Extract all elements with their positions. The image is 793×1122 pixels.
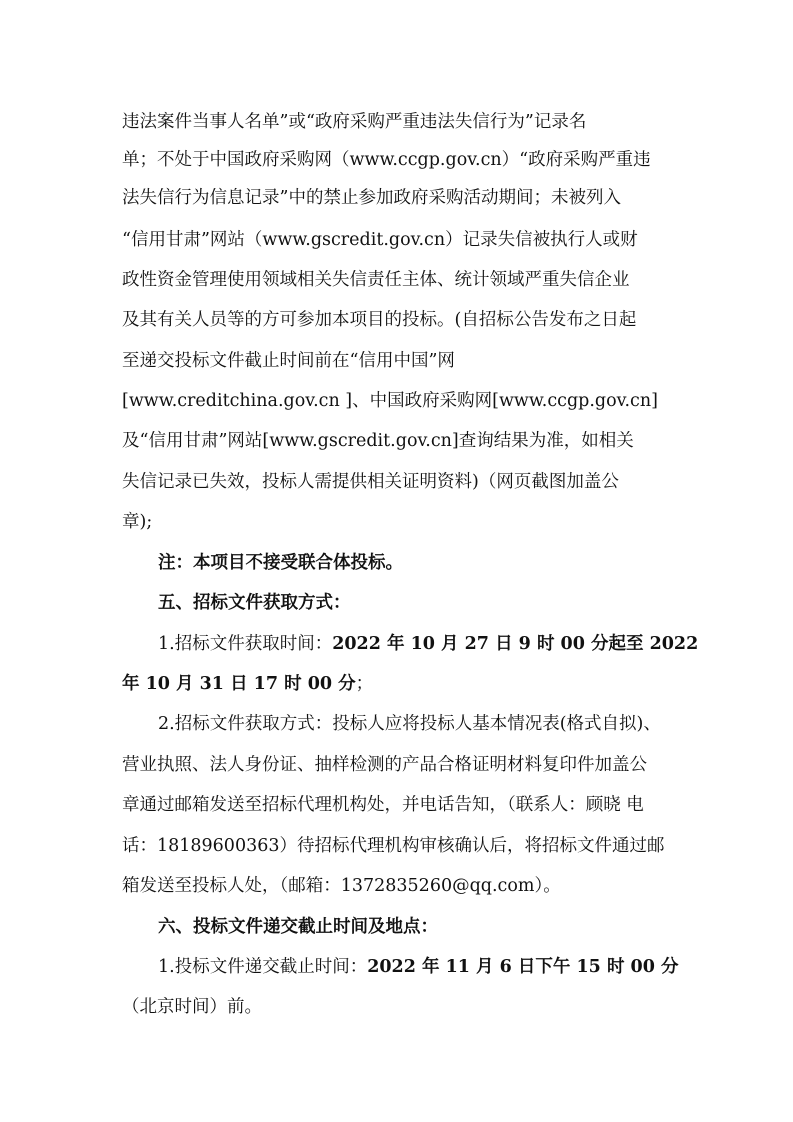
get-time-line (158, 632, 698, 656)
deadline-line (158, 955, 678, 979)
get-method-line: 2.招标文件获取方式：投标人应将投标人基本情况表(格式自拟)、 (158, 714, 661, 734)
get-method-line: 营业执照、法人身份证、抽样检测的产品合格证明材料复印件加盖公 (122, 755, 647, 775)
paragraph-line: 及“信用甘肃”网站[www.gscredit.gov.cn]查询结果为准，如相关 (122, 431, 634, 451)
paragraph-line: 章); (122, 512, 153, 532)
get-time-value: 2022 年 10 月 27 日 9 时 00 分起至 2022 (332, 634, 699, 654)
get-time-end: 年 10 月 31 日 17 时 00 分 (122, 674, 356, 694)
deadline-value: 2022 年 11 月 6 日下午 15 时 00 分 (367, 957, 679, 977)
get-time-label: 1.招标文件获取时间： (158, 634, 333, 654)
paragraph-line: 及其有关人员等的方可参加本项目的投标。(自招标公告发布之日起 (122, 310, 637, 330)
section-heading-6: 六、投标文件递交截止时间及地点： (158, 917, 438, 937)
get-method-line: 章通过邮箱发送至招标代理机构处，并电话告知，（联系人：顾晓 电 (122, 795, 644, 815)
deadline-line-2: （北京时间）前。 (122, 997, 262, 1017)
paragraph-line: 法失信行为信息记录”中的禁止参加政府采购活动期间；未被列入 (122, 188, 621, 208)
deadline-label: 1.投标文件递交截止时间： (158, 957, 368, 977)
paragraph-line: 政性资金管理使用领域相关失信责任主体、统计领域严重失信企业 (122, 270, 630, 290)
paragraph-line: 失信记录已失效，投标人需提供相关证明资料)（网页截图加盖公 (122, 472, 619, 492)
paragraph-line: 违法案件当事人名单”或“政府采购严重违法失信行为”记录名 (122, 112, 587, 132)
paragraph-line: [www.creditchina.gov.cn ]、中国政府采购网[www.ccgp.gov.cn] (122, 391, 658, 411)
paragraph-line: “信用甘肃”网站（www.gscredit.gov.cn）记录失信被执行人或财 (122, 230, 638, 250)
get-method-line: 话：18189600363）待招标代理机构审核确认后，将招标文件通过邮 (122, 836, 665, 856)
get-method-line: 箱发送至投标人处，（邮箱：1372835260@qq.com）。 (122, 876, 561, 896)
paragraph-line: 至递交投标文件截止时间前在“信用中国”网 (122, 351, 455, 371)
section-heading-5: 五、招标文件获取方式： (158, 593, 351, 613)
note-text: 注：本项目不接受联合体投标。 (158, 553, 403, 573)
get-time-tail: ； (355, 674, 374, 694)
paragraph-line: 单；不处于中国政府采购网（www.ccgp.gov.cn）“政府采购严重违 (122, 150, 651, 170)
get-time-line-2 (122, 672, 373, 696)
